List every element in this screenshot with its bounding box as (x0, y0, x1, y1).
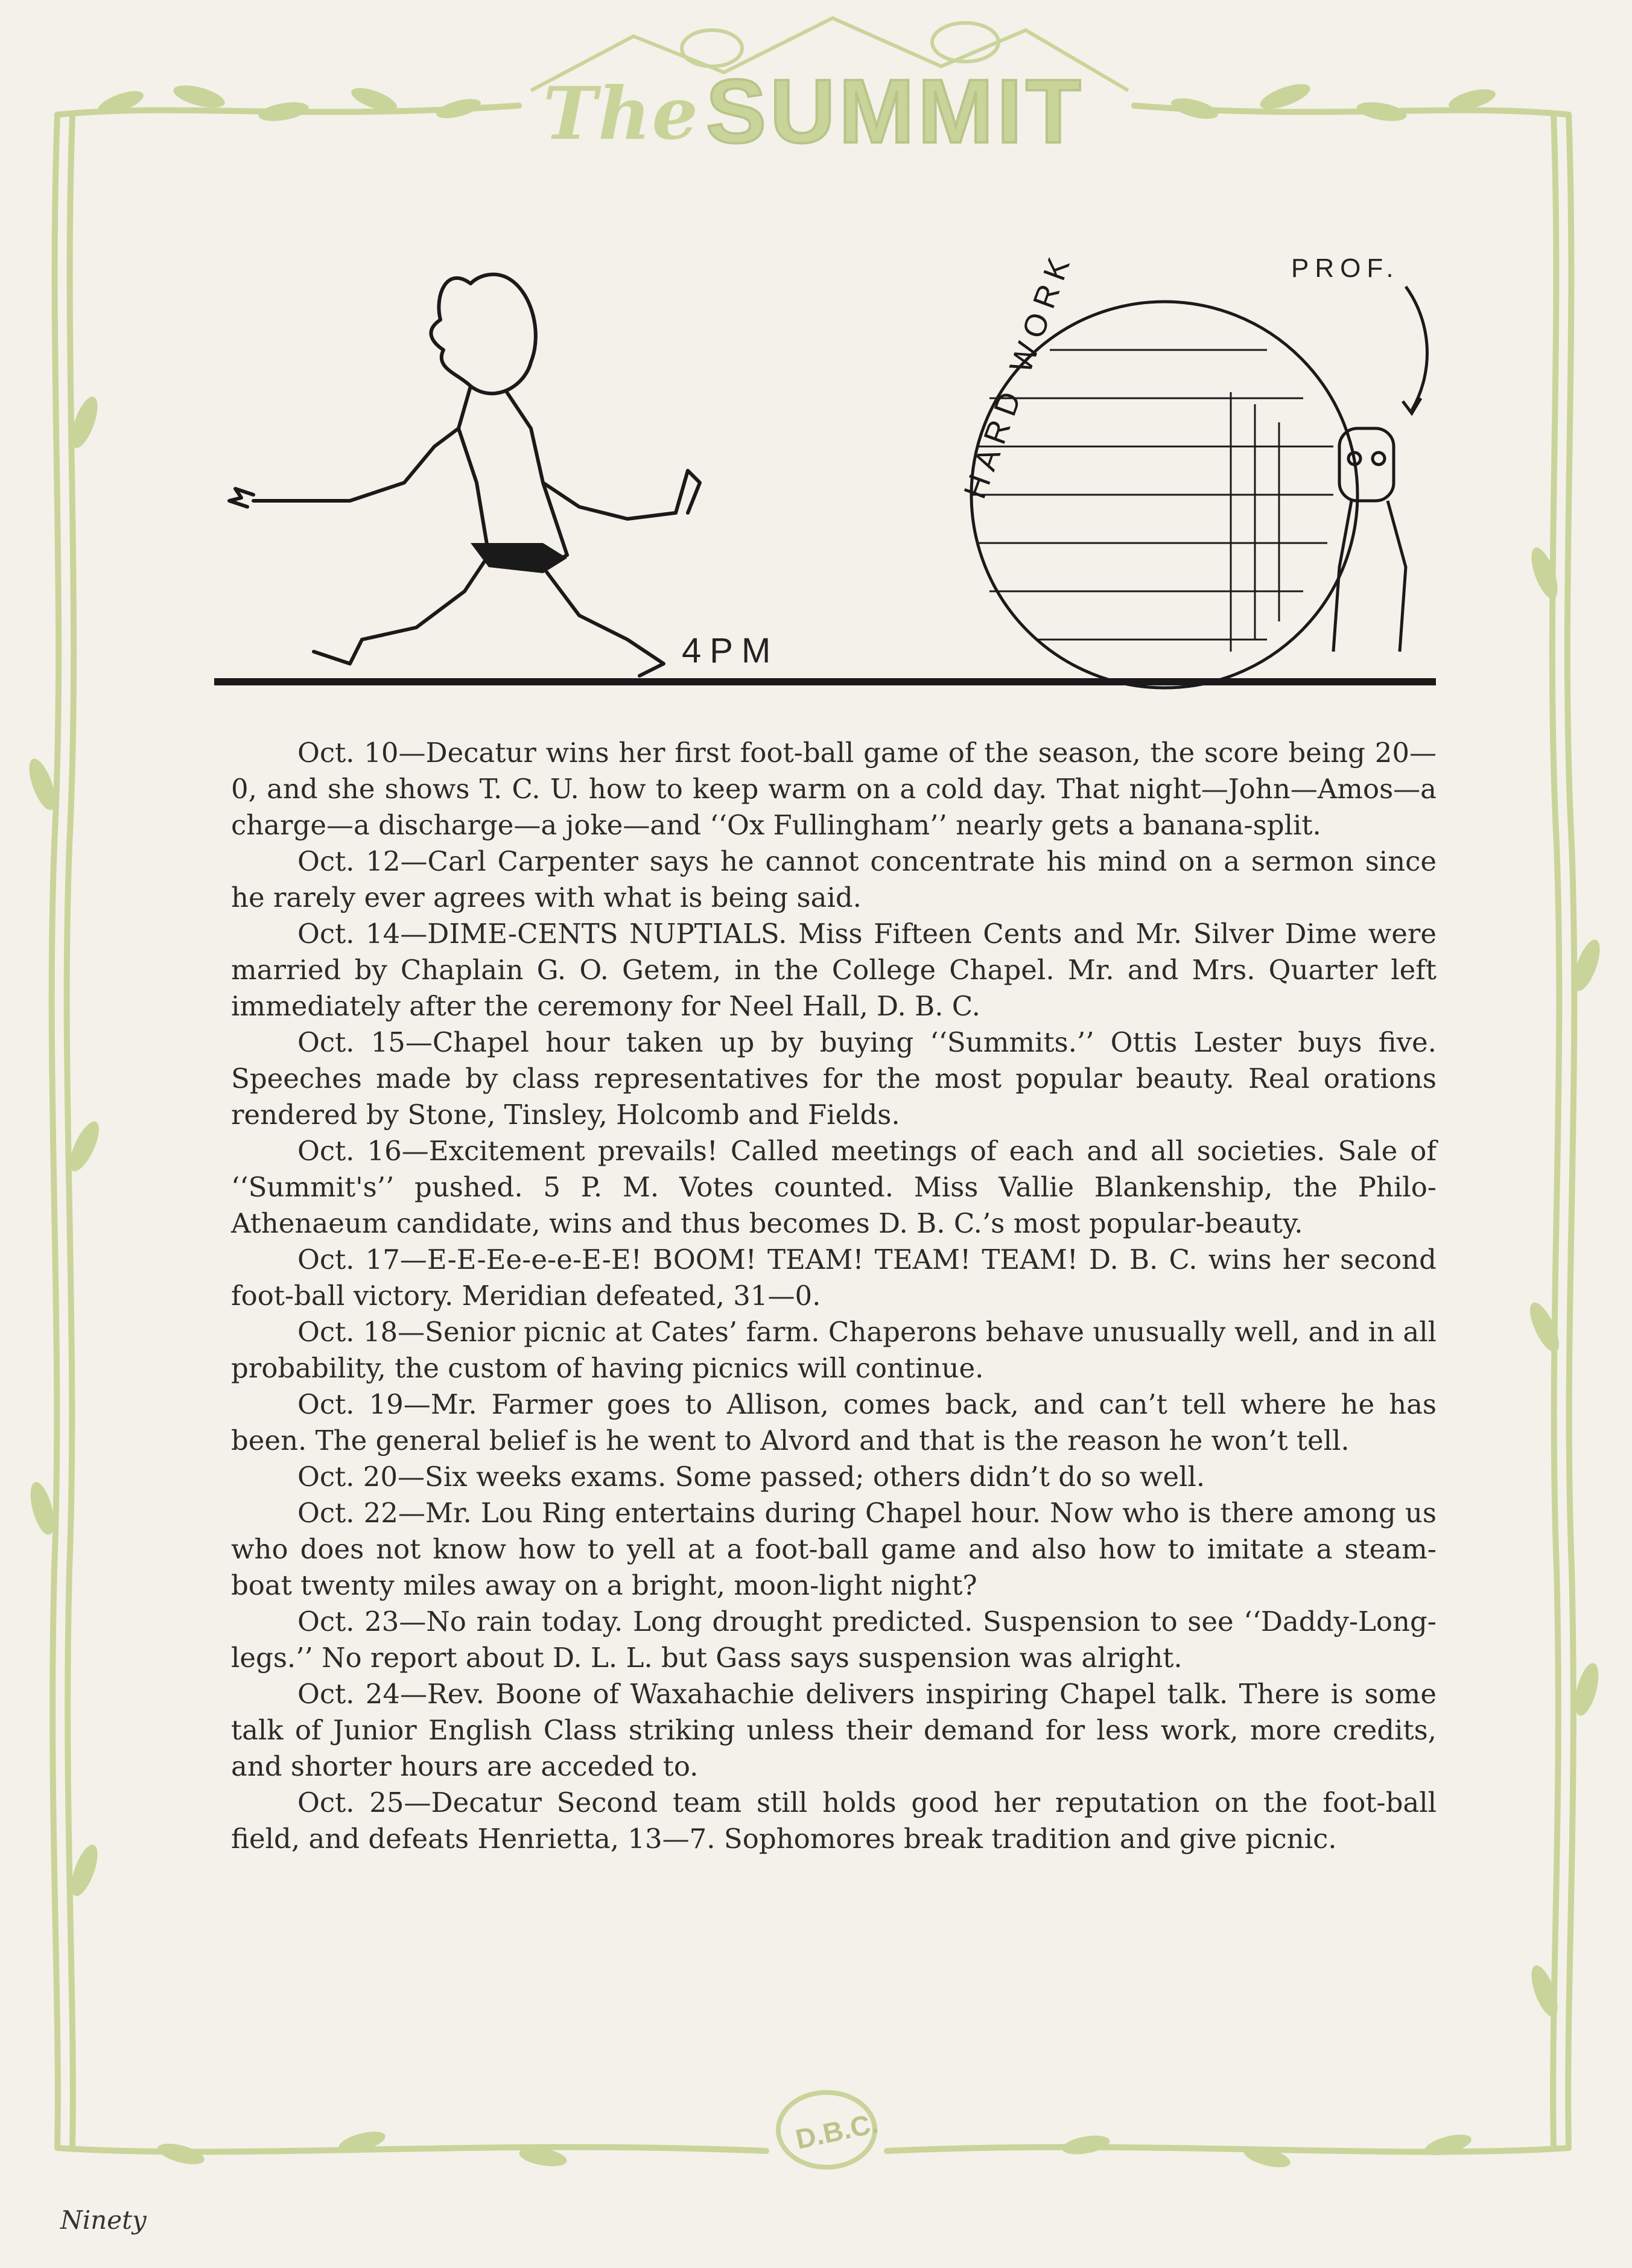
dbc-emblem: D.B.C. (793, 2107, 881, 2155)
entry-oct-14: Oct. 14—DIME-CENTS NUPTIALS. Miss Fifteen Cents and Mr. Silver Dime were married by Chaplain G. O. Getem, in the College Chapel. Mr. and Mrs. Quarter left immediately after the ceremony for Neel Hall, D. B. C. (231, 918, 1437, 1022)
entry-oct-18: Oct. 18—Senior picnic at Cates’ farm. Chaperons behave unusually well, and in all probability, the custom of having picnics will continue. (231, 1316, 1437, 1384)
ball-label: HARD WORK (957, 246, 1079, 504)
entry-oct-12: Oct. 12—Carl Carpenter says he cannot concentrate his mind on a sermon since he rarely ever agrees with what is being said. (231, 845, 1437, 913)
walking-man-head (431, 275, 535, 393)
calendar-entries (231, 735, 1437, 1857)
masthead (525, 53, 1158, 174)
entry-oct-19: Oct. 19—Mr. Farmer goes to Allison, comes back, and can’t tell where he has been. The general belief is he went to Alvord and that is the reason he won’t tell. (231, 1388, 1437, 1456)
entry-oct-23: Oct. 23—No rain today. Long drought predicted. Suspension to see ‘‘Daddy-Long-legs.’’ No report about D. L. L. but Gass says suspension was alright. (231, 1606, 1437, 1674)
ground-caption: 4PM (682, 631, 779, 670)
prof-arrow (1406, 287, 1427, 410)
masthead-title: SUMMIT (706, 60, 1085, 162)
entry-oct-24: Oct. 24—Rev. Boone of Waxahachie delivers inspiring Chapel talk. There is some talk of Junior English Class striking unless their demand for less work, more credits, and shorter hours are acceded to. (231, 1678, 1437, 1782)
cartoon-illustration (205, 229, 1448, 700)
entry-oct-20: Oct. 20—Six weeks exams. Some passed; others didn’t do so well. (297, 1461, 1205, 1493)
entry-oct-15: Oct. 15—Chapel hour taken up by buying ‘‘Summits.’’ Ottis Lester buys five. Speeches made by class representatives for the most popular beauty. Real orations rendered by Stone, Tinsley, Holcomb and Fields. (231, 1026, 1437, 1131)
walking-man-pants (471, 543, 567, 573)
entry-oct-16: Oct. 16—Excitement prevails! Called meetings of each and all societies. Sale of ‘‘Summit's’’ pushed. 5 P. M. Votes counted. Miss Vallie Blankenship, the Philo-Athenaeum candidate, wins and thus becomes D. B. C.’s most popular-beauty. (231, 1135, 1437, 1239)
entry-oct-17: Oct. 17—E-E-Ee-e-e-E-E! BOOM! TEAM! TEAM! TEAM! D. B. C. wins her second foot-ball victory. Meridian defeated, 31—0. (231, 1244, 1437, 1312)
page-number: Ninety (60, 2205, 147, 2235)
masthead-the: The (543, 71, 699, 156)
prof-figure (1333, 428, 1406, 652)
prof-label: PROF. (1291, 253, 1400, 283)
entry-oct-22: Oct. 22—Mr. Lou Ring entertains during Chapel hour. Now who is there among us who does not know how to yell at a foot-ball game and also how to imitate a steam-boat twenty miles away on a bright, moon-light night? (231, 1497, 1437, 1601)
walking-man-body (253, 386, 471, 501)
entry-oct-25: Oct. 25—Decatur Second team still holds good her reputation on the foot-ball field, and defeats Henrietta, 13—7. Sophomores break tradition and give picnic. (231, 1787, 1437, 1855)
entry-oct-10: Oct. 10—Decatur wins her first foot-ball game of the season, the score being 20—0, and she shows T. C. U. how to keep warm on a cold day. That night—John—Amos—a charge—a discharge—a joke—and ‘‘Ox Fullingham’’ nearly gets a banana-split. (231, 737, 1437, 841)
